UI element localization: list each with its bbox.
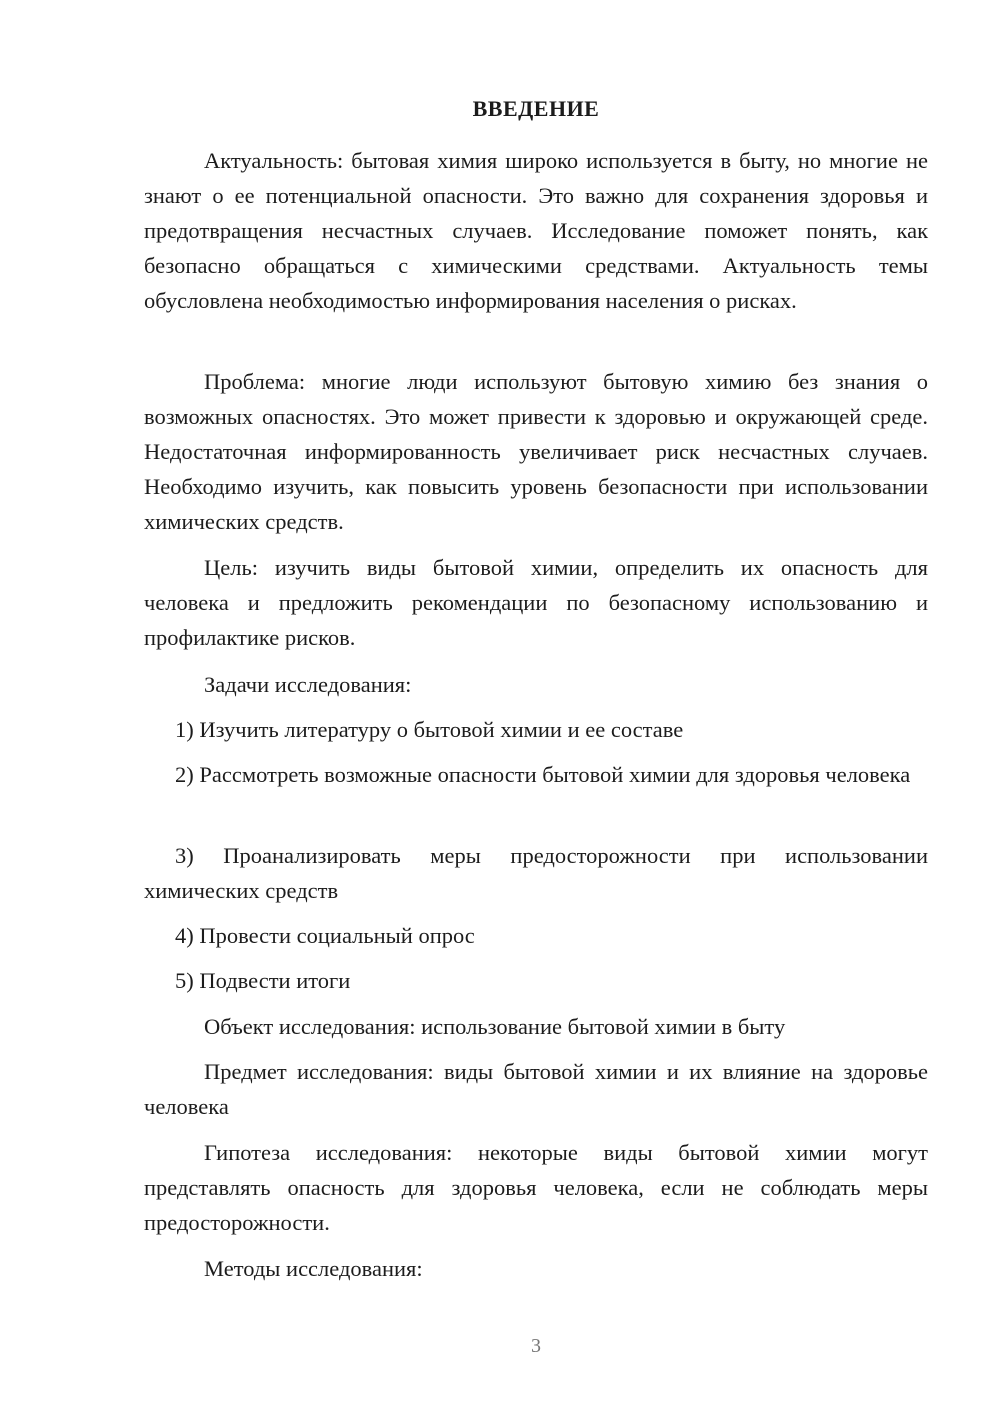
paragraph-tasks-heading: Задачи исследования: <box>204 672 412 697</box>
task-item-4: 4) Провести социальный опрос <box>175 923 475 948</box>
task-item-2: 2) Рассмотреть возможные опасности бытовой химии для здоровья человека <box>175 762 911 787</box>
task-item-5: 5) Подвести итоги <box>175 968 351 993</box>
paragraph-goal: Цель: изучить виды бытовой химии, определить их опасность для человека и предложить рекомендации по безопасному использованию и профилактике рисков. <box>144 555 928 651</box>
paragraph-problem: Проблема: многие люди используют бытовую химию без знания о возможных опасностях. Это может привести к здоровью и окружающей среде. Недостаточная информированность увеличивает риск несчастных случаев. Необходимо изучить, как повысить уровень безопасности при использовании химических средств. <box>144 369 928 535</box>
paragraph-hypothesis: Гипотеза исследования: некоторые виды бытовой химии могут представлять опасность для здоровья человека, если не соблюдать меры предосторожности. <box>144 1140 928 1236</box>
paragraph-relevance: Актуальность: бытовая химия широко используется в быту, но многие не знают о ее потенциальной опасности. Это важно для сохранения здоровья и предотвращения несчастных случаев. Исследование поможет понять, как безопасно обращаться с химическими средствами. Актуальность темы обусловлена необходимостью информирования населения о рисках. <box>144 148 928 314</box>
paragraph-subject: Предмет исследования: виды бытовой химии и их влияние на здоровье человека <box>144 1059 928 1120</box>
task-item-3: 3) Проанализировать меры предосторожности при использовании химических средств <box>144 843 928 904</box>
task-item-1: 1) Изучить литературу о бытовой химии и ее составе <box>175 717 684 742</box>
paragraph-methods: Методы исследования: <box>204 1256 423 1281</box>
paragraph-object: Объект исследования: использование бытовой химии в быту <box>204 1014 786 1039</box>
page-title: ВВЕДЕНИЕ <box>472 96 600 121</box>
page-number: 3 <box>531 1335 541 1357</box>
